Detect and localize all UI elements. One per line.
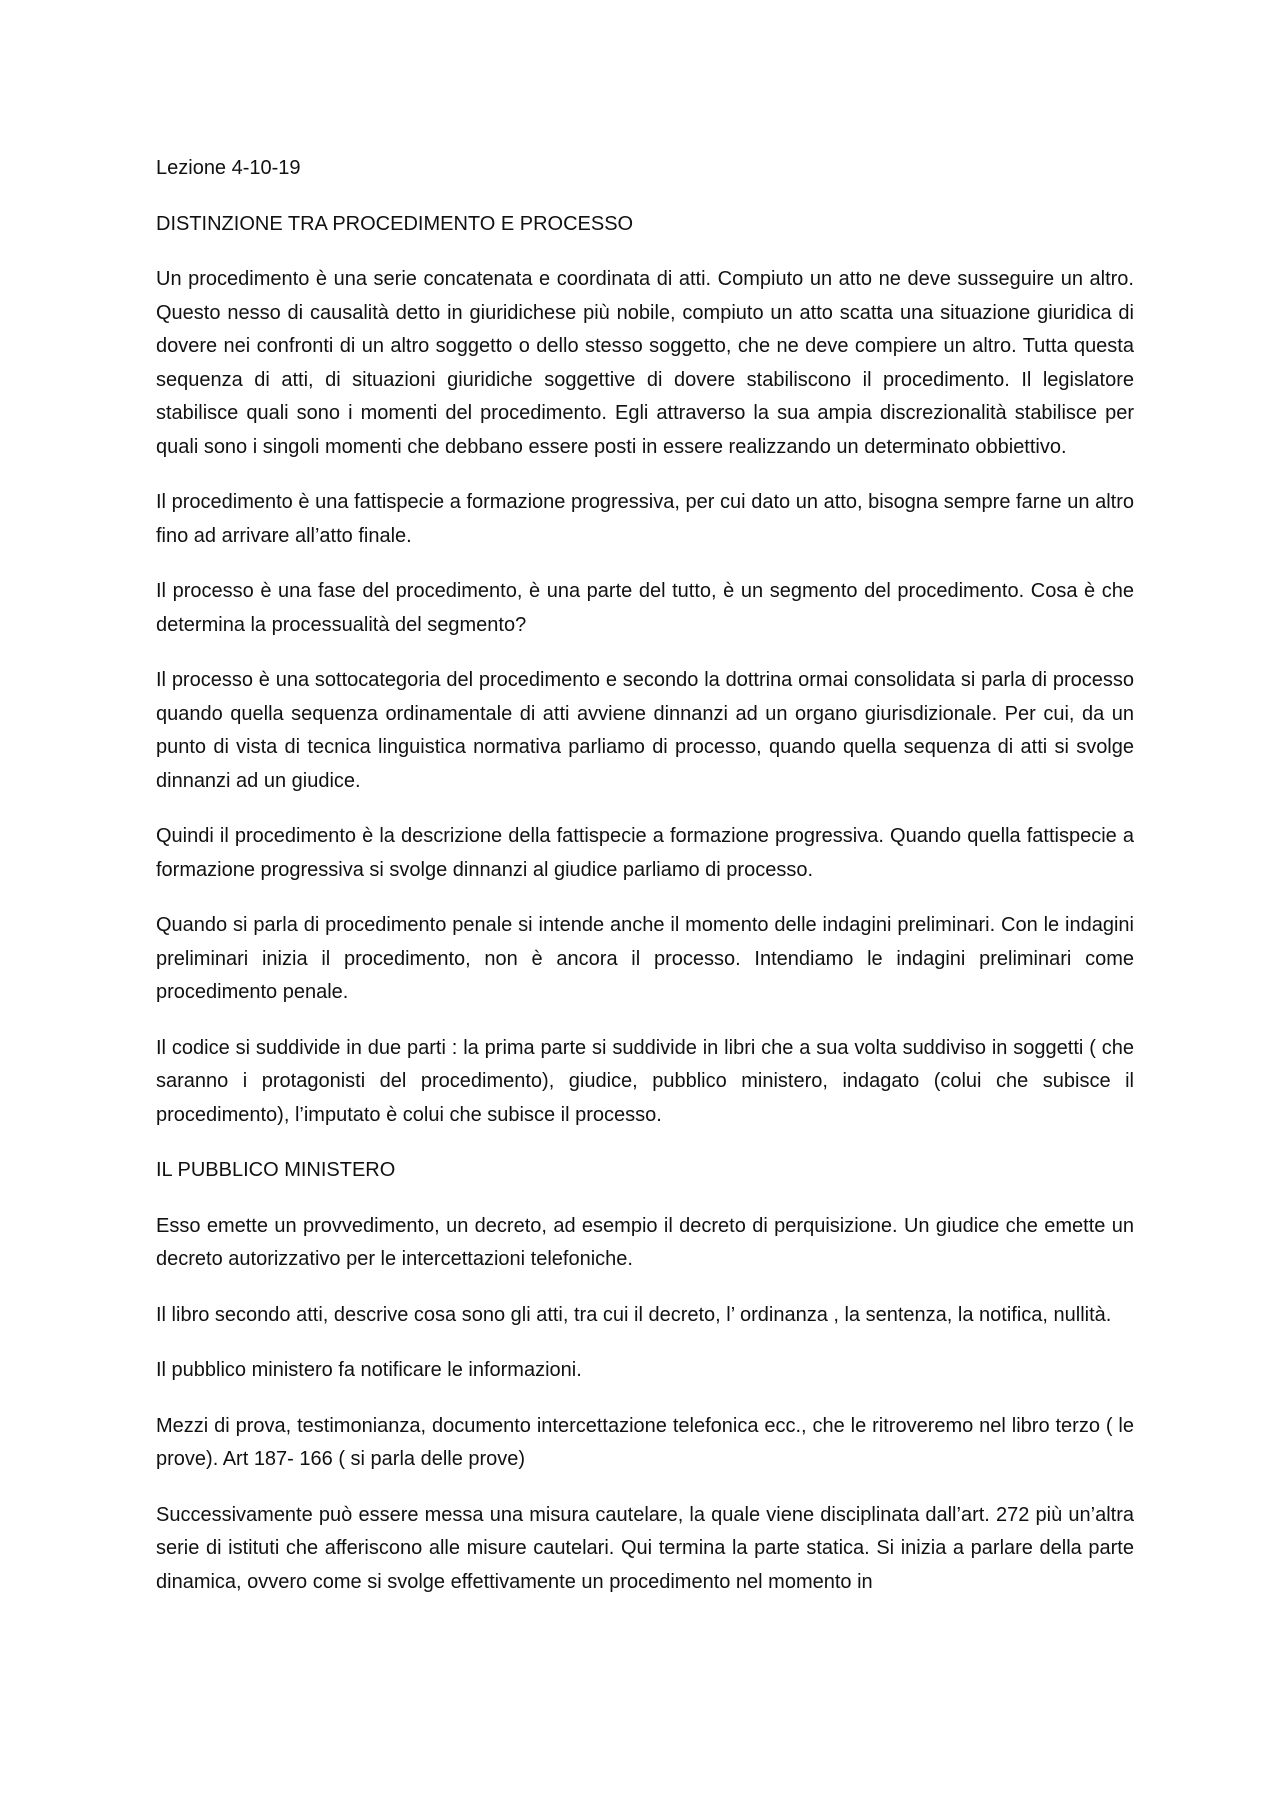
- paragraph: Quindi il procedimento è la descrizione della fattispecie a formazione progressiva. Quando quella fattispecie a formazione progressiva si svolge dinnanzi al giudice parliamo di processo.: [156, 825, 1134, 881]
- paragraph: Un procedimento è una serie concatenata e coordinata di atti. Compiuto un atto ne deve susseguire un altro. Questo nesso di causalità detto in giuridichese più nobile, compiuto un atto scatta una situazione giuridica di dovere nei confronti di un altro soggetto o dello stesso soggetto, che ne deve compiere un altro. Tutta questa sequenza di atti, di situazioni giuridiche soggettive di dovere stabiliscono il procedimento. Il legislatore stabilisce quali sono i momenti del procedimento. Egli attraverso la sua ampia discrezionalità stabilisce per quali sono i singoli momenti che debbano essere posti in essere realizzando un determinato obbiettivo.: [156, 268, 1134, 458]
- section-heading-distinction: DISTINZIONE TRA PROCEDIMENTO E PROCESSO: [156, 212, 634, 235]
- paragraph: Il processo è una sottocategoria del procedimento e secondo la dottrina ormai consolidata si parla di processo quando quella sequenza ordinamentale di atti avviene dinnanzi ad un organo giurisdizionale. Per cui, da un punto di vista di tecnica linguistica normativa parliamo di processo, quando quella sequenza di atti si svolge dinnanzi ad un giudice.: [156, 669, 1134, 792]
- document-body: [156, 152, 1134, 1599]
- paragraph: Il pubblico ministero fa notificare le informazioni.: [156, 1359, 582, 1381]
- paragraph: Il processo è una fase del procedimento, è una parte del tutto, è un segmento del procedimento. Cosa è che determina la processualità del segmento?: [156, 580, 1134, 636]
- paragraph: Mezzi di prova, testimonianza, documento intercettazione telefonica ecc., che le ritroveremo nel libro terzo ( le prove). Art 187- 166 ( si parla delle prove): [156, 1414, 1134, 1470]
- paragraph: Quando si parla di procedimento penale si intende anche il momento delle indagini preliminari. Con le indagini preliminari inizia il procedimento, non è ancora il processo. Intendiamo le indagini preliminari come procedimento penale.: [156, 914, 1134, 1003]
- paragraph: Il procedimento è una fattispecie a formazione progressiva, per cui dato un atto, bisogna sempre farne un altro fino ad arrivare all’atto finale.: [156, 491, 1134, 547]
- paragraph: Il codice si suddivide in due parti : la prima parte si suddivide in libri che a sua volta suddiviso in soggetti ( che saranno i protagonisti del procedimento), giudice, pubblico ministero, indagato (colui che subisce il procedimento), l’imputato è colui che subisce il processo.: [156, 1036, 1134, 1126]
- lesson-date: Lezione 4-10-19: [156, 157, 301, 179]
- paragraph: Successivamente può essere messa una misura cautelare, la quale viene disciplinata dall’art. 272 più un’altra serie di istituti che afferiscono alle misure cautelari. Qui termina la parte statica. Si inizia a parlare della parte dinamica, ovvero come si svolge effettivamente un procedimento nel momento in: [156, 1503, 1134, 1593]
- paragraph: Esso emette un provvedimento, un decreto, ad esempio il decreto di perquisizione. Un giudice che emette un decreto autorizzativo per le intercettazioni telefoniche.: [156, 1214, 1134, 1270]
- section-heading-public-prosecutor: IL PUBBLICO MINISTERO: [156, 1159, 396, 1181]
- paragraph: Il libro secondo atti, descrive cosa sono gli atti, tra cui il decreto, l’ ordinanza , la sentenza, la notifica, nullità.: [156, 1303, 1112, 1326]
